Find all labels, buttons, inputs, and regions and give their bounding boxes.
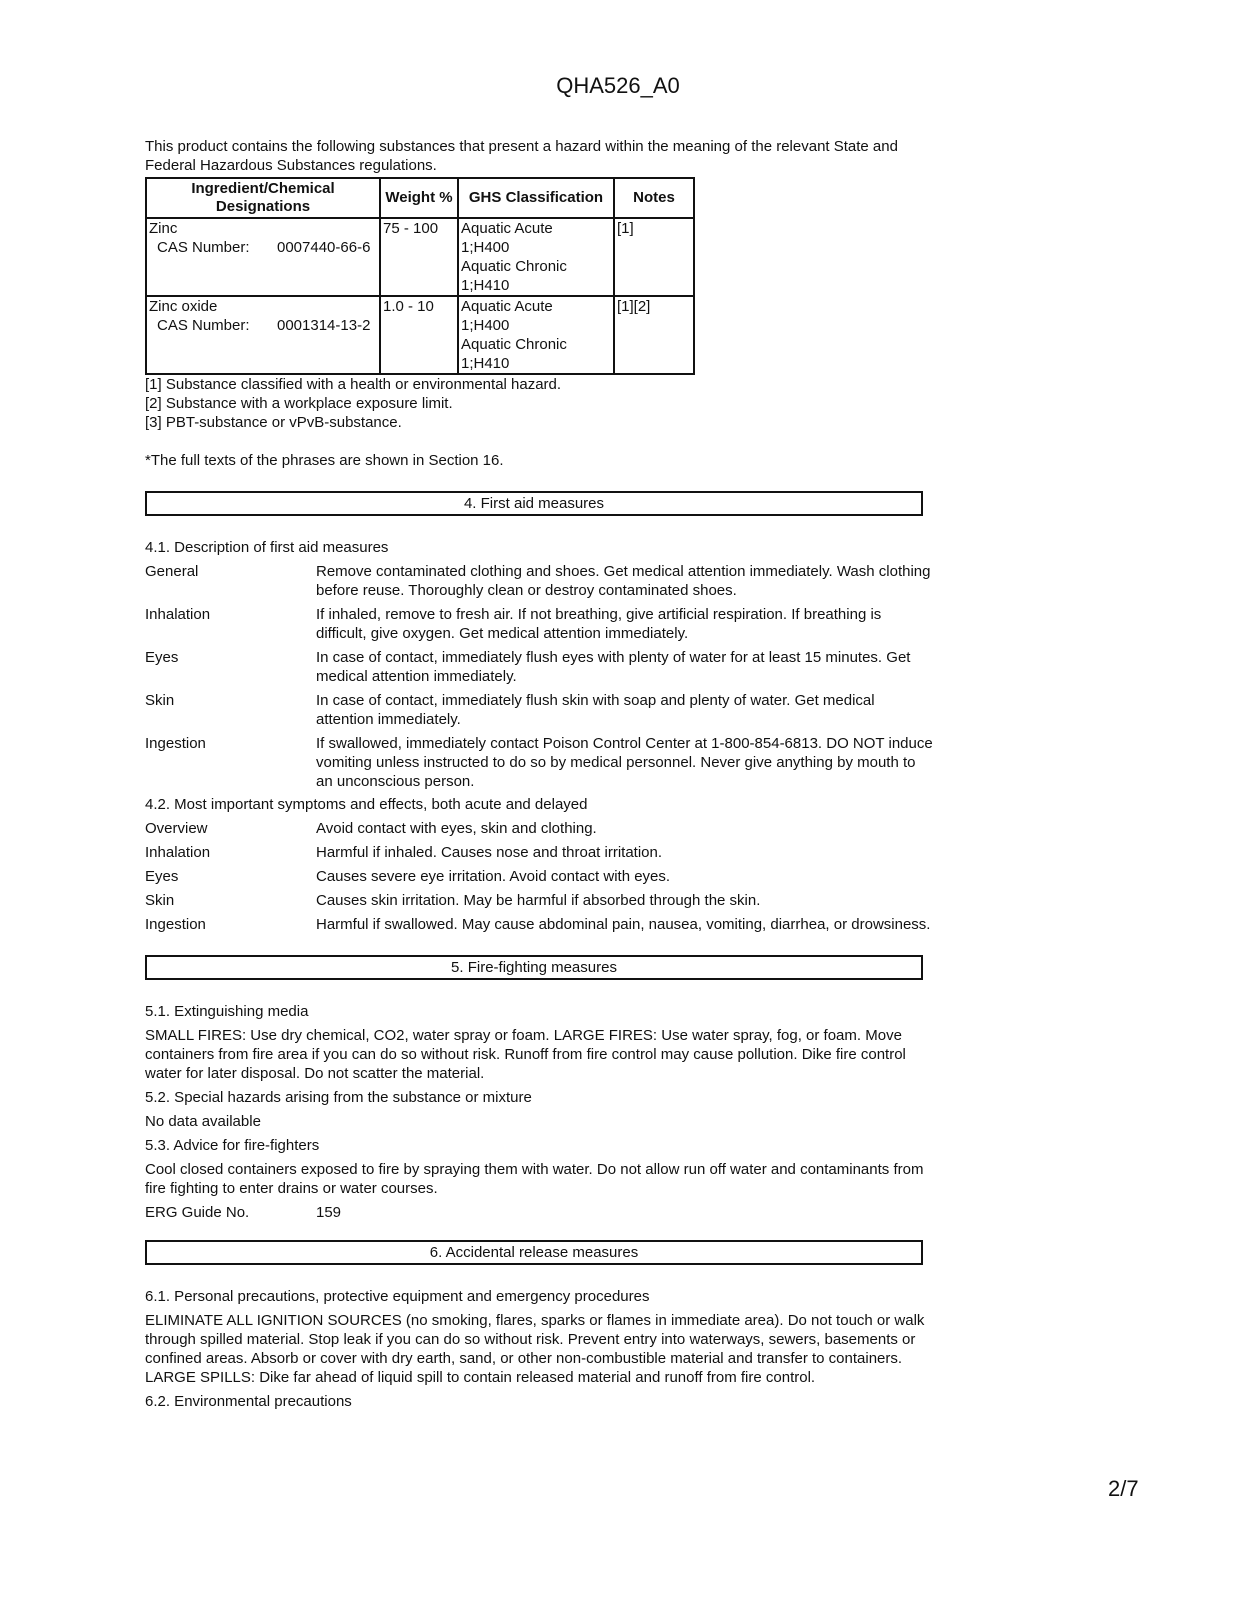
item-text: In case of contact, immediately flush eyes with plenty of water for at least 15 minutes. Get medical attention immediately. <box>316 649 911 685</box>
column-header-notes: Notes <box>614 178 694 218</box>
page-number: 2/7 <box>1108 1476 1139 1501</box>
subsection-title: 6.2. Environmental precautions <box>145 1393 352 1410</box>
cas-number: 0007440-66-6 <box>277 239 371 256</box>
subsection-title: 5.3. Advice for fire-fighters <box>145 1137 320 1154</box>
table-row <box>146 218 694 296</box>
notes-list <box>145 375 935 432</box>
ghs-cell <box>458 218 614 296</box>
cas-label: CAS Number: <box>157 317 250 334</box>
subsection-title: 4.2. Most important symptoms and effects, both acute and delayed <box>145 796 588 813</box>
list-item <box>145 562 935 600</box>
list-item <box>145 867 935 886</box>
ghs-line: Aquatic Chronic <box>461 336 567 353</box>
list-item <box>145 605 935 643</box>
item-label: Overview <box>145 820 208 837</box>
paragraph: ELIMINATE ALL IGNITION SOURCES (no smoking, flares, sparks or flames in immediate area). Do not touch or walk through spilled material. Stop leak if you can do so without risk. Prevent entry into waterways, sewers, basements or confined areas. Absorb or cover with dry earth, sand, or other non-combustible material and transfer to containers. LARGE SPILLS: Dike far ahead of liquid spill to contain released material and runoff from fire control. <box>145 1312 925 1386</box>
full-text-note: *The full texts of the phrases are shown in Section 16. <box>145 452 504 469</box>
item-text: Causes skin irritation. May be harmful if absorbed through the skin. <box>316 892 761 909</box>
erg-guide-row <box>145 1203 935 1222</box>
item-text: Harmful if inhaled. Causes nose and throat irritation. <box>316 844 663 861</box>
item-label: Ingestion <box>145 916 206 933</box>
ingredient-cell <box>146 296 380 374</box>
list-item <box>145 691 935 729</box>
section-header-accidental-release: 6. Accidental release measures <box>145 1240 923 1265</box>
item-label: General <box>145 563 199 580</box>
item-text: Avoid contact with eyes, skin and clothing. <box>316 820 597 837</box>
cas-number: 0001314-13-2 <box>277 317 371 334</box>
intro-paragraph: This product contains the following substances that present a hazard within the meaning of the relevant State and Federal Hazardous Substances regulations. <box>145 138 898 174</box>
cas-line <box>149 238 377 257</box>
note-item: [3] PBT-substance or vPvB-substance. <box>145 414 402 431</box>
subsection-title: 6.1. Personal precautions, protective equipment and emergency procedures <box>145 1288 650 1305</box>
cas-label: CAS Number: <box>157 239 250 256</box>
note-item: [2] Substance with a workplace exposure limit. <box>145 395 453 412</box>
list-item <box>145 819 935 838</box>
ghs-cell <box>458 296 614 374</box>
column-header-weight: Weight % <box>380 178 458 218</box>
list-item <box>145 891 935 910</box>
table-header-row <box>146 178 694 218</box>
item-text: Harmful if swallowed. May cause abdominal pain, nausea, vomiting, diarrhea, or drowsiness. <box>316 916 931 933</box>
paragraph: No data available <box>145 1113 261 1130</box>
cas-line <box>149 316 377 335</box>
subsection-title: 5.2. Special hazards arising from the substance or mixture <box>145 1089 532 1106</box>
notes-cell: [1] <box>614 218 694 296</box>
note-item: [1] Substance classified with a health or environmental hazard. <box>145 376 562 393</box>
weight-cell: 75 - 100 <box>380 218 458 296</box>
item-label: Ingestion <box>145 735 206 752</box>
ghs-line: Aquatic Acute <box>461 298 553 315</box>
ingredients-table <box>145 177 695 375</box>
paragraph: SMALL FIRES: Use dry chemical, CO2, water spray or foam. LARGE FIRES: Use water spray, fog, or foam. Move containers from fire area if you can do so without risk. Runoff from fire control may cause pollution. Dike fire control water for later disposal. Do not scatter the material. <box>145 1027 906 1082</box>
paragraph: Cool closed containers exposed to fire by spraying them with water. Do not allow run off water and contaminants from fire fighting to enter drains or water courses. <box>145 1161 924 1197</box>
item-text: If swallowed, immediately contact Poison Control Center at 1-800-854-6813. DO NOT induce vomiting unless instructed to do so by medical personnel. Never give anything by mouth to an unconscious person. <box>316 735 933 790</box>
list-item <box>145 648 935 686</box>
item-text: Causes severe eye irritation. Avoid contact with eyes. <box>316 868 671 885</box>
item-label: Inhalation <box>145 844 211 861</box>
item-text: Remove contaminated clothing and shoes. Get medical attention immediately. Wash clothing before reuse. Thoroughly clean or destroy contaminated shoes. <box>316 563 931 599</box>
section-header-fire-fighting: 5. Fire-fighting measures <box>145 955 923 980</box>
document-title: QHA526_A0 <box>556 73 680 98</box>
ghs-line: Aquatic Chronic <box>461 258 567 275</box>
ghs-line: Aquatic Acute <box>461 220 553 237</box>
item-label: Skin <box>145 692 175 709</box>
item-text: If inhaled, remove to fresh air. If not breathing, give artificial respiration. If breathing is difficult, give oxygen. Get medical attention immediately. <box>316 606 882 642</box>
subsection-title: 5.1. Extinguishing media <box>145 1003 309 1020</box>
ingredient-name: Zinc oxide <box>149 298 218 315</box>
item-label: Eyes <box>145 649 179 666</box>
ghs-line: 1;H400 <box>461 317 510 334</box>
section-header-first-aid: 4. First aid measures <box>145 491 923 516</box>
item-label: Inhalation <box>145 606 211 623</box>
notes-cell: [1][2] <box>614 296 694 374</box>
document-body <box>145 137 935 1411</box>
column-header-ingredient: Ingredient/Chemical Designations <box>146 178 380 218</box>
item-text: In case of contact, immediately flush skin with soap and plenty of water. Get medical attention immediately. <box>316 692 875 728</box>
weight-cell: 1.0 - 10 <box>380 296 458 374</box>
ghs-line: 1;H410 <box>461 277 510 294</box>
ghs-line: 1;H410 <box>461 355 510 372</box>
item-label: Eyes <box>145 868 179 885</box>
item-label: Skin <box>145 892 175 909</box>
list-item <box>145 843 935 862</box>
ingredient-name: Zinc <box>149 220 178 237</box>
list-item <box>145 734 935 791</box>
erg-guide-label: ERG Guide No. <box>145 1204 250 1221</box>
table-row <box>146 296 694 374</box>
list-item <box>145 915 935 934</box>
ghs-line: 1;H400 <box>461 239 510 256</box>
column-header-ghs: GHS Classification <box>458 178 614 218</box>
subsection-title: 4.1. Description of first aid measures <box>145 539 389 556</box>
ingredient-cell <box>146 218 380 296</box>
erg-guide-value: 159 <box>316 1204 342 1221</box>
